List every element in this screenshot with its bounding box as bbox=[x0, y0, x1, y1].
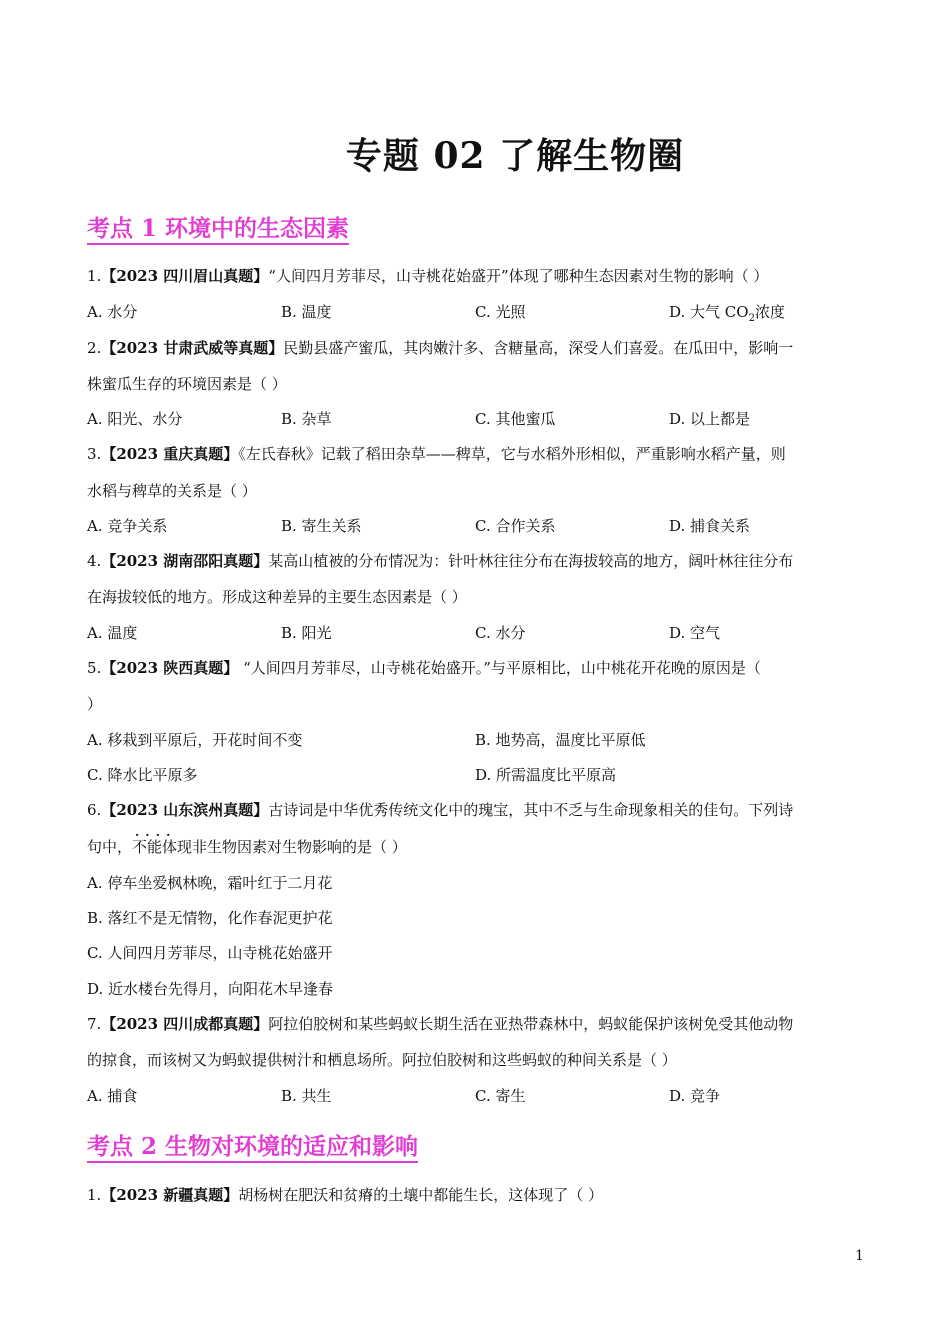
question-number: 4. bbox=[87, 552, 102, 570]
question-text: 民勤县盛产蜜瓜，其肉嫩汁多、含糖量高，深受人们喜爱。在瓜田中，影响一 bbox=[283, 339, 794, 357]
q1-option-c: C. 光照 bbox=[475, 303, 526, 321]
question-number: 1. bbox=[87, 1186, 102, 1204]
question-source: 【2023 陕西真题】 bbox=[101, 659, 239, 677]
section-heading-1-label: 考点 1 环境中的生态因素 bbox=[87, 215, 349, 245]
question-text: “人间四月芳菲尽，山寺桃花始盛开。”与平原相比，山中桃花开花晚的原因是（ bbox=[238, 659, 761, 677]
question-number: 1. bbox=[87, 267, 102, 285]
section-heading-1 bbox=[87, 210, 349, 243]
q5-option-d: D. 所需温度比平原高 bbox=[475, 766, 617, 784]
question-4-cont: 在海拔较低的地方。形成这种差异的主要生态因素是（ ） bbox=[87, 588, 467, 606]
q4-option-a: A. 温度 bbox=[87, 624, 138, 642]
question-3-cont: 水稻与稗草的关系是（ ） bbox=[87, 482, 257, 500]
question-text: 某高山植被的分布情况为：针叶林往往分布在海拔较高的地方，阔叶林往往分布 bbox=[268, 552, 794, 570]
question-text: 非生物因素对生物影响的是（ ） bbox=[192, 838, 407, 856]
question-text: 古诗词是中华优秀传统文化中的瑰宝，其中不乏与生命现象相关的佳句。下列诗 bbox=[268, 801, 794, 819]
question-3 bbox=[87, 444, 786, 464]
q5-option-b: B. 地势高，温度比平原低 bbox=[475, 731, 646, 749]
q4-option-d: D. 空气 bbox=[669, 624, 721, 642]
q2-option-c: C. 其他蜜瓜 bbox=[475, 410, 556, 428]
question-7-cont: 的掠食，而该树又为蚂蚁提供树汁和栖息场所。阿拉伯胶树和这些蚂蚁的种间关系是（ ） bbox=[87, 1051, 677, 1069]
question-2-cont: 株蜜瓜生存的环境因素是（ ） bbox=[87, 375, 287, 393]
q1-option-d-tail: 浓度 bbox=[754, 303, 785, 321]
q3-option-d: D. 捕食关系 bbox=[669, 517, 751, 535]
question-source: 【2023 湖南邵阳真题】 bbox=[101, 552, 269, 570]
q6-option-b: B. 落红不是无情物，化作春泥更护花 bbox=[87, 909, 333, 927]
q6-option-c: C. 人间四月芳菲尽，山寺桃花始盛开 bbox=[87, 944, 333, 962]
q4-option-b: B. 阳光 bbox=[281, 624, 332, 642]
question-number: 7. bbox=[87, 1015, 102, 1033]
question-text: 胡杨树在肥沃和贫瘠的土壤中都能生长，这体现了（ ） bbox=[238, 1186, 604, 1204]
question-number: 6. bbox=[87, 801, 102, 819]
q2-option-a: A. 阳光、水分 bbox=[87, 410, 183, 428]
question-source: 【2023 四川眉山真题】 bbox=[101, 267, 269, 285]
q7-option-b: B. 共生 bbox=[281, 1087, 332, 1105]
question-5-cont: ） bbox=[87, 695, 103, 713]
q2-option-d: D. 以上都是 bbox=[669, 410, 751, 428]
question-6 bbox=[87, 800, 793, 820]
question-text: “人间四月芳菲尽，山寺桃花始盛开”体现了哪种生态因素对生物的影响（ ） bbox=[268, 267, 769, 285]
question-source: 【2023 甘肃武威等真题】 bbox=[101, 339, 284, 357]
question-text: 句中， bbox=[87, 838, 133, 856]
section2-question-1 bbox=[87, 1185, 603, 1205]
q1-option-a: A. 水分 bbox=[87, 303, 138, 321]
question-source: 【2023 新疆真题】 bbox=[101, 1186, 239, 1204]
q3-option-c: C. 合作关系 bbox=[475, 517, 556, 535]
q6-option-d: D. 近水楼台先得月，向阳花木早逢春 bbox=[87, 980, 334, 998]
q1-option-d-subscript: 2 bbox=[748, 313, 755, 324]
question-2 bbox=[87, 338, 793, 358]
question-source: 【2023 重庆真题】 bbox=[101, 445, 239, 463]
question-text: 《左氏春秋》记载了稻田杂草——稗草，它与水稻外形相似，严重影响水稻产量，则 bbox=[238, 445, 786, 463]
page-number: 1 bbox=[855, 1248, 864, 1264]
question-7 bbox=[87, 1014, 793, 1034]
q3-option-a: A. 竞争关系 bbox=[87, 517, 168, 535]
emphasis-text: · · · · 不能体现 bbox=[132, 838, 192, 856]
q4-option-c: C. 水分 bbox=[475, 624, 526, 642]
question-source: 【2023 四川成都真题】 bbox=[101, 1015, 269, 1033]
section-heading-2 bbox=[87, 1128, 418, 1161]
question-number: 2. bbox=[87, 339, 102, 357]
question-6-cont bbox=[87, 837, 407, 857]
q5-option-a: A. 移栽到平原后，开花时间不变 bbox=[87, 731, 303, 749]
q2-option-b: B. 杂草 bbox=[281, 410, 332, 428]
section-heading-2-label: 考点 2 生物对环境的适应和影响 bbox=[87, 1133, 418, 1163]
question-text: 阿拉伯胶树和某些蚂蚁长期生活在亚热带森林中，蚂蚁能保护该树免受其他动物 bbox=[268, 1015, 794, 1033]
q7-option-a: A. 捕食 bbox=[87, 1087, 138, 1105]
q7-option-c: C. 寄生 bbox=[475, 1087, 526, 1105]
q1-option-d bbox=[669, 302, 785, 329]
q1-option-d-text: D. 大气 CO bbox=[669, 303, 749, 321]
q6-option-a: A. 停车坐爱枫林晚，霜叶红于二月花 bbox=[87, 874, 333, 892]
question-source: 【2023 山东滨州真题】 bbox=[101, 801, 269, 819]
question-4 bbox=[87, 551, 793, 571]
question-number: 5. bbox=[87, 659, 102, 677]
question-number: 3. bbox=[87, 445, 102, 463]
question-1 bbox=[87, 266, 768, 286]
question-5 bbox=[87, 658, 761, 678]
page-title: 专题 02 了解生物圈 bbox=[345, 135, 685, 177]
q7-option-d: D. 竞争 bbox=[669, 1087, 721, 1105]
q5-option-c: C. 降水比平原多 bbox=[87, 766, 198, 784]
q1-option-b: B. 温度 bbox=[281, 303, 332, 321]
q3-option-b: B. 寄生关系 bbox=[281, 517, 362, 535]
